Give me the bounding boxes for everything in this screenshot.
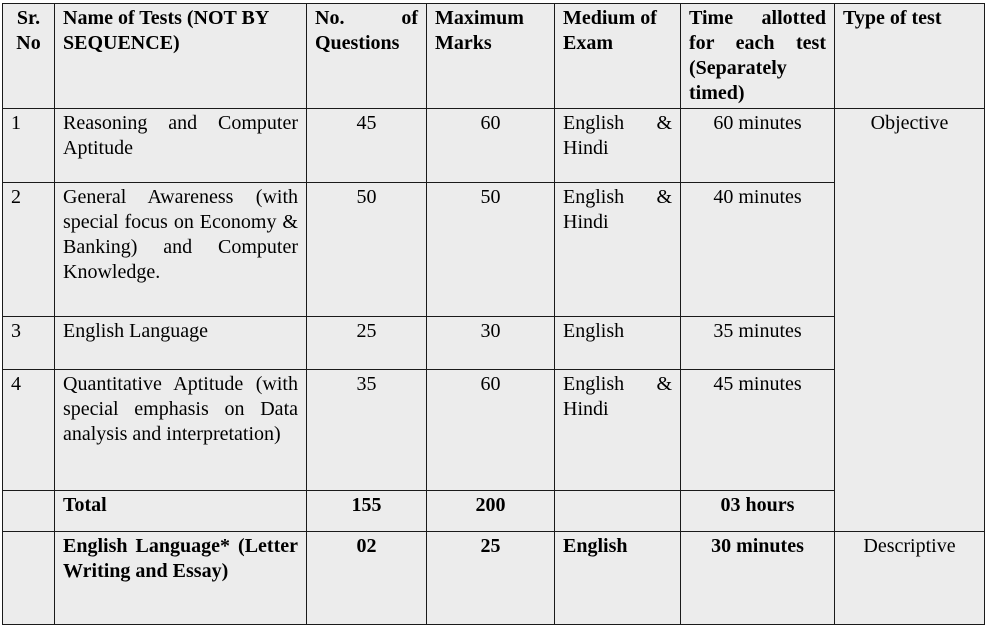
descriptive-test-name: English Language* (Letter Writing and Essay) [55,532,307,625]
row-sr: 1 [3,109,55,183]
total-label: Total [55,491,307,532]
header-medium-of-exam: Medium of Exam [555,4,681,109]
row-test-name: General Awareness (with special focus on Economy & Banking) and Computer Knowledge. [55,183,307,317]
row-questions: 45 [307,109,427,183]
row-sr: 2 [3,183,55,317]
row-test-name: Reasoning and Computer Aptitude [55,109,307,183]
table-row [3,109,985,183]
header-name-of-tests: Name of Tests (NOT BY SEQUENCE) [55,4,307,109]
row-marks: 60 [427,109,555,183]
row-questions: 50 [307,183,427,317]
row-medium: English & Hindi [555,370,681,491]
descriptive-time: 30 minutes [681,532,835,625]
total-sr-empty [3,491,55,532]
header-time-allotted: Time allotted for each test (Separately timed) [681,4,835,109]
row-sr: 3 [3,317,55,370]
row-medium: English & Hindi [555,183,681,317]
total-time: 03 hours [681,491,835,532]
row-marks: 30 [427,317,555,370]
descriptive-marks: 25 [427,532,555,625]
header-row [3,4,985,109]
header-sr-no: Sr. No [3,4,55,109]
row-sr: 4 [3,370,55,491]
descriptive-type: Descriptive [835,532,985,625]
row-questions: 25 [307,317,427,370]
objective-type-cell: Objective [835,109,985,532]
exam-pattern-table [2,3,985,625]
total-marks: 200 [427,491,555,532]
descriptive-medium: English [555,532,681,625]
descriptive-questions: 02 [307,532,427,625]
row-time: 35 minutes [681,317,835,370]
row-marks: 60 [427,370,555,491]
row-time: 60 minutes [681,109,835,183]
row-marks: 50 [427,183,555,317]
total-questions: 155 [307,491,427,532]
row-test-name: English Language [55,317,307,370]
header-no-of-questions: No. of Questions [307,4,427,109]
total-medium-empty [555,491,681,532]
row-time: 40 minutes [681,183,835,317]
row-test-name: Quantitative Aptitude (with special emphasis on Data analysis and interpretation) [55,370,307,491]
row-medium: English & Hindi [555,109,681,183]
descriptive-row [3,532,985,625]
descriptive-sr-empty [3,532,55,625]
header-type-of-test: Type of test [835,4,985,109]
row-time: 45 minutes [681,370,835,491]
header-maximum-marks: Maximum Marks [427,4,555,109]
row-medium: English [555,317,681,370]
row-questions: 35 [307,370,427,491]
